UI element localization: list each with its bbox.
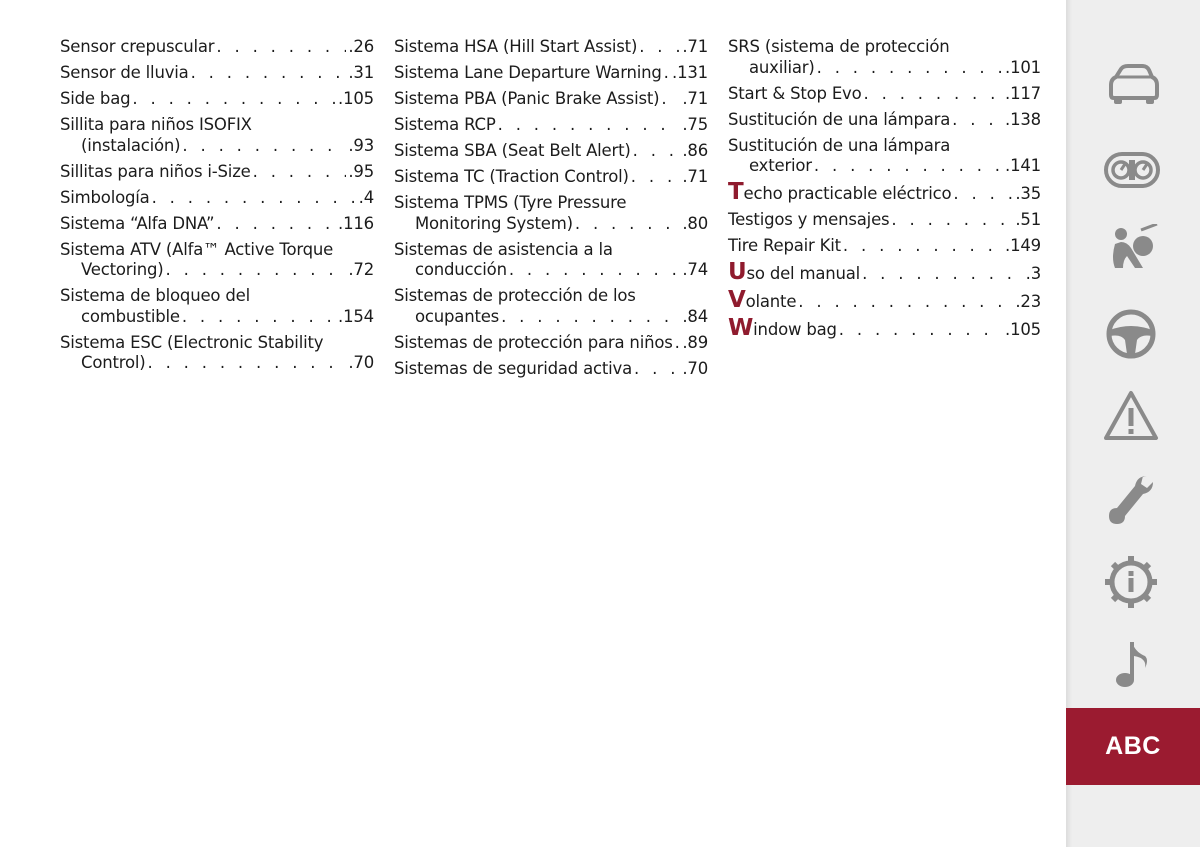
entry-text-line: Sistema ESC (Electronic Stability: [60, 332, 324, 352]
entry-leader-line: [728, 287, 1041, 313]
index-entry[interactable]: [60, 63, 374, 84]
dot-leader: [166, 260, 347, 281]
dot-leader: [814, 156, 1003, 177]
index-entry[interactable]: [394, 115, 708, 136]
entry-text: [728, 210, 889, 231]
entry-label: Control): [81, 353, 146, 372]
dot-leader: [952, 110, 1003, 131]
entry-label: Sistema TC (Traction Control): [394, 167, 629, 186]
entry-text: [728, 236, 841, 257]
index-column-3: [728, 37, 1041, 346]
page-number[interactable]: .131: [672, 63, 708, 82]
entry-text: [394, 141, 631, 162]
dot-leader: [182, 136, 346, 157]
page-number[interactable]: .117: [1005, 83, 1041, 103]
dot-leader: [501, 307, 680, 328]
entry-leader-line: [728, 236, 1041, 257]
dot-leader: [509, 260, 681, 281]
entry-leader-line: [394, 167, 708, 188]
dot-leader: [843, 236, 1003, 257]
entry-text-line: Sustitución de una lámpara: [728, 135, 951, 155]
index-entry[interactable]: [728, 136, 1041, 177]
entry-text: [728, 315, 837, 341]
page-number[interactable]: .95: [348, 161, 374, 181]
entry-text: [728, 110, 950, 131]
gear-info-icon[interactable]: [1098, 554, 1164, 610]
index-entry[interactable]: [728, 84, 1041, 105]
entry-text: [394, 37, 637, 58]
entry-leader-line: [60, 307, 374, 328]
entry-label: Sensor de lluvia: [60, 63, 189, 82]
page-number[interactable]: .84: [682, 306, 708, 326]
entry-leader-line: [394, 260, 708, 281]
index-entry[interactable]: [394, 286, 708, 327]
entry-text: [394, 115, 496, 136]
index-entry[interactable]: [60, 115, 374, 156]
index-entry[interactable]: [60, 240, 374, 281]
airbag-passenger-icon[interactable]: [1098, 224, 1164, 280]
index-entry[interactable]: [394, 141, 708, 162]
entry-label: Sistema RCP: [394, 115, 496, 134]
entry-leader-line: [728, 110, 1041, 131]
index-entry[interactable]: [60, 286, 374, 327]
index-entry[interactable]: [728, 37, 1041, 78]
entry-label: echo practicable eléctrico: [743, 184, 952, 203]
page-number[interactable]: .35: [1015, 184, 1041, 203]
section-initial-letter: U: [728, 259, 747, 285]
index-entry[interactable]: [728, 315, 1041, 341]
entry-label: auxiliar): [749, 57, 815, 77]
entry-text: [81, 307, 180, 328]
entry-label: indow bag: [753, 320, 837, 339]
dot-leader: [675, 333, 681, 354]
page-number[interactable]: .71: [682, 167, 708, 186]
dot-leader: [633, 141, 681, 162]
dot-leader: [798, 292, 1013, 313]
index-entry[interactable]: [60, 188, 374, 209]
entry-label: Sistema SBA (Seat Belt Alert): [394, 141, 631, 160]
page-number[interactable]: .51: [1015, 210, 1041, 229]
index-entry[interactable]: [394, 240, 708, 281]
index-entry[interactable]: [394, 193, 708, 234]
index-entry[interactable]: [394, 63, 708, 84]
page-number[interactable]: .154: [338, 306, 374, 326]
entry-text: [394, 333, 673, 354]
section-sidebar: [1066, 0, 1200, 847]
dot-leader: [182, 307, 336, 328]
warning-triangle-icon[interactable]: [1098, 388, 1164, 444]
entry-text: [728, 287, 797, 313]
steering-wheel-icon[interactable]: [1098, 306, 1164, 362]
music-note-icon[interactable]: [1098, 636, 1164, 692]
page-number[interactable]: .3: [1025, 264, 1041, 283]
page-number[interactable]: .89: [682, 332, 708, 352]
entry-text: [60, 214, 214, 235]
dot-leader: [639, 37, 680, 58]
dot-leader: [634, 359, 680, 380]
entry-leader-line: [728, 156, 1041, 177]
entry-text: [394, 89, 659, 110]
dot-leader: [953, 184, 1013, 205]
entry-text: [728, 179, 952, 205]
entry-label: Sistema Lane Departure Warning: [394, 63, 662, 82]
section-initial-letter: T: [728, 179, 744, 205]
entry-leader-line: [728, 179, 1041, 205]
dot-leader: [661, 89, 680, 110]
entry-label: Sistema HSA (Hill Start Assist): [394, 37, 638, 56]
page-number[interactable]: .75: [682, 115, 708, 134]
entry-leader-line: [728, 84, 1041, 105]
entry-label: Testigos y mensajes: [728, 210, 890, 229]
dot-leader: [216, 37, 346, 58]
entry-text: [60, 188, 150, 209]
index-entry[interactable]: [394, 359, 708, 380]
entry-label: Tire Repair Kit: [728, 236, 841, 255]
entry-text-line: SRS (sistema de protección: [728, 37, 950, 56]
index-column-1: [60, 37, 374, 379]
dot-leader: [664, 63, 670, 84]
page-number[interactable]: .70: [682, 358, 708, 378]
car-icon[interactable]: [1098, 57, 1164, 113]
page-number[interactable]: .138: [1005, 109, 1041, 129]
index-entry[interactable]: [60, 37, 374, 58]
entry-text: [749, 156, 812, 177]
entry-leader-line: [394, 63, 708, 84]
entry-leader-line: [394, 141, 708, 162]
entry-leader-line: [60, 89, 374, 110]
entry-text-line: Sistemas de asistencia a la: [394, 239, 613, 259]
dot-leader: [132, 89, 336, 110]
entry-leader-line: [394, 359, 708, 380]
dashboard-icon[interactable]: [1098, 142, 1164, 198]
entry-label: Sistema PBA (Panic Brake Assist): [394, 89, 660, 108]
entry-text: [749, 58, 815, 79]
page-number[interactable]: .86: [682, 141, 708, 160]
dot-leader: [152, 188, 357, 209]
section-initial-letter: V: [728, 287, 746, 313]
entry-leader-line: [394, 89, 708, 110]
wrench-icon[interactable]: [1098, 472, 1164, 528]
index-entry[interactable]: [728, 287, 1041, 313]
entry-leader-line: [60, 37, 374, 58]
entry-text: [415, 214, 573, 235]
page-number[interactable]: .149: [1005, 236, 1041, 255]
entry-leader-line: [60, 162, 374, 183]
entry-label: ocupantes: [415, 306, 500, 326]
entry-text: [394, 167, 629, 188]
index-entry[interactable]: [394, 37, 708, 58]
entry-text: [60, 37, 214, 58]
section-initial-letter: W: [728, 315, 754, 341]
page-number[interactable]: .105: [338, 89, 374, 108]
page-number[interactable]: .70: [348, 353, 374, 372]
entry-label: Monitoring System): [415, 213, 573, 233]
entry-label: exterior: [749, 156, 812, 175]
entry-text-line: Sistema TPMS (Tyre Pressure: [394, 193, 627, 212]
dot-leader: [631, 167, 681, 188]
page-number[interactable]: .23: [1015, 292, 1041, 311]
entry-leader-line: [60, 260, 374, 281]
entry-label: Simbología: [60, 187, 150, 207]
index-entry[interactable]: [394, 89, 708, 110]
dot-leader: [862, 264, 1024, 285]
entry-text: [81, 260, 164, 281]
entry-leader-line: [60, 63, 374, 84]
entry-text: [415, 307, 499, 328]
entry-leader-line: [394, 333, 708, 354]
page-number[interactable]: .74: [682, 260, 708, 279]
index-entry[interactable]: [394, 333, 708, 354]
dot-leader: [216, 214, 336, 235]
page-number[interactable]: .80: [682, 213, 708, 233]
abc-tab-label: ABC: [1105, 732, 1161, 760]
page-number[interactable]: .93: [348, 135, 374, 155]
page-number[interactable]: .26: [348, 37, 374, 56]
entry-text: [394, 359, 632, 380]
entry-label: Side bag: [60, 89, 131, 108]
dot-leader: [575, 214, 681, 235]
index-entry[interactable]: [728, 259, 1041, 285]
index-entry[interactable]: [728, 179, 1041, 205]
dot-leader: [864, 84, 1004, 105]
entry-leader-line: [728, 259, 1041, 285]
index-entry[interactable]: [60, 333, 374, 374]
entry-label: Vectoring): [81, 260, 164, 279]
dot-leader: [839, 320, 1003, 341]
entry-leader-line: [394, 37, 708, 58]
page-number[interactable]: .71: [682, 37, 708, 56]
index-column-2: [394, 37, 708, 385]
dot-leader: [147, 353, 346, 374]
page-number[interactable]: .71: [682, 89, 708, 108]
entry-label: conducción: [415, 260, 507, 279]
index-entry[interactable]: [394, 167, 708, 188]
entry-text: [81, 136, 180, 157]
index-entry[interactable]: [60, 162, 374, 183]
entry-text-line: Sistema ATV (Alfa™ Active Torque: [60, 239, 334, 259]
index-entry[interactable]: [728, 110, 1041, 131]
entry-label: Sillitas para niños i-Size: [60, 161, 251, 181]
entry-text: [728, 259, 861, 285]
dot-leader: [253, 162, 347, 183]
dot-leader: [891, 210, 1013, 231]
entry-text: [81, 353, 145, 374]
entry-label: Sistema “Alfa DNA”: [60, 213, 215, 233]
entry-label: Start & Stop Evo: [728, 83, 862, 103]
dot-leader: [817, 58, 1003, 79]
entry-text-line: Sillita para niños ISOFIX: [60, 115, 252, 134]
page-number[interactable]: .4: [358, 187, 374, 207]
index-entry[interactable]: [728, 210, 1041, 231]
entry-leader-line: [60, 188, 374, 209]
page-number[interactable]: .105: [1005, 320, 1041, 339]
abc-index-tab[interactable]: [1066, 708, 1200, 785]
entry-text-line: Sistemas de protección de los: [394, 286, 636, 305]
entry-leader-line: [60, 353, 374, 374]
entry-leader-line: [728, 315, 1041, 341]
entry-label: combustible: [81, 306, 180, 326]
entry-text: [60, 63, 189, 84]
entry-leader-line: [394, 307, 708, 328]
entry-text: [728, 84, 862, 105]
entry-text: [415, 260, 507, 281]
entry-label: (instalación): [81, 135, 181, 155]
entry-label: olante: [745, 292, 797, 311]
entry-text: [60, 89, 130, 110]
entry-leader-line: [728, 58, 1041, 79]
entry-leader-line: [394, 115, 708, 136]
dot-leader: [498, 115, 681, 136]
entry-label: Sensor crepuscular: [60, 37, 215, 56]
entry-label: Sustitución de una lámpara: [728, 109, 951, 129]
dot-leader: [191, 63, 347, 84]
entry-label: Sistemas de seguridad activa: [394, 358, 633, 378]
page-number[interactable]: .72: [348, 260, 374, 279]
index-entry[interactable]: [60, 89, 374, 110]
page-number[interactable]: .116: [338, 213, 374, 233]
entry-text-line: Sistema de bloqueo del: [60, 286, 250, 305]
entry-text: [60, 162, 251, 183]
page-number[interactable]: .101: [1005, 57, 1041, 77]
index-entry[interactable]: [728, 236, 1041, 257]
page-number[interactable]: .31: [348, 63, 374, 82]
entry-text: [394, 63, 662, 84]
page-number[interactable]: .141: [1005, 156, 1041, 175]
entry-leader-line: [60, 136, 374, 157]
entry-label: Sistemas de protección para niños: [394, 332, 673, 352]
entry-leader-line: [394, 214, 708, 235]
entry-leader-line: [60, 214, 374, 235]
index-entry[interactable]: [60, 214, 374, 235]
entry-leader-line: [728, 210, 1041, 231]
entry-label: so del manual: [746, 264, 861, 283]
